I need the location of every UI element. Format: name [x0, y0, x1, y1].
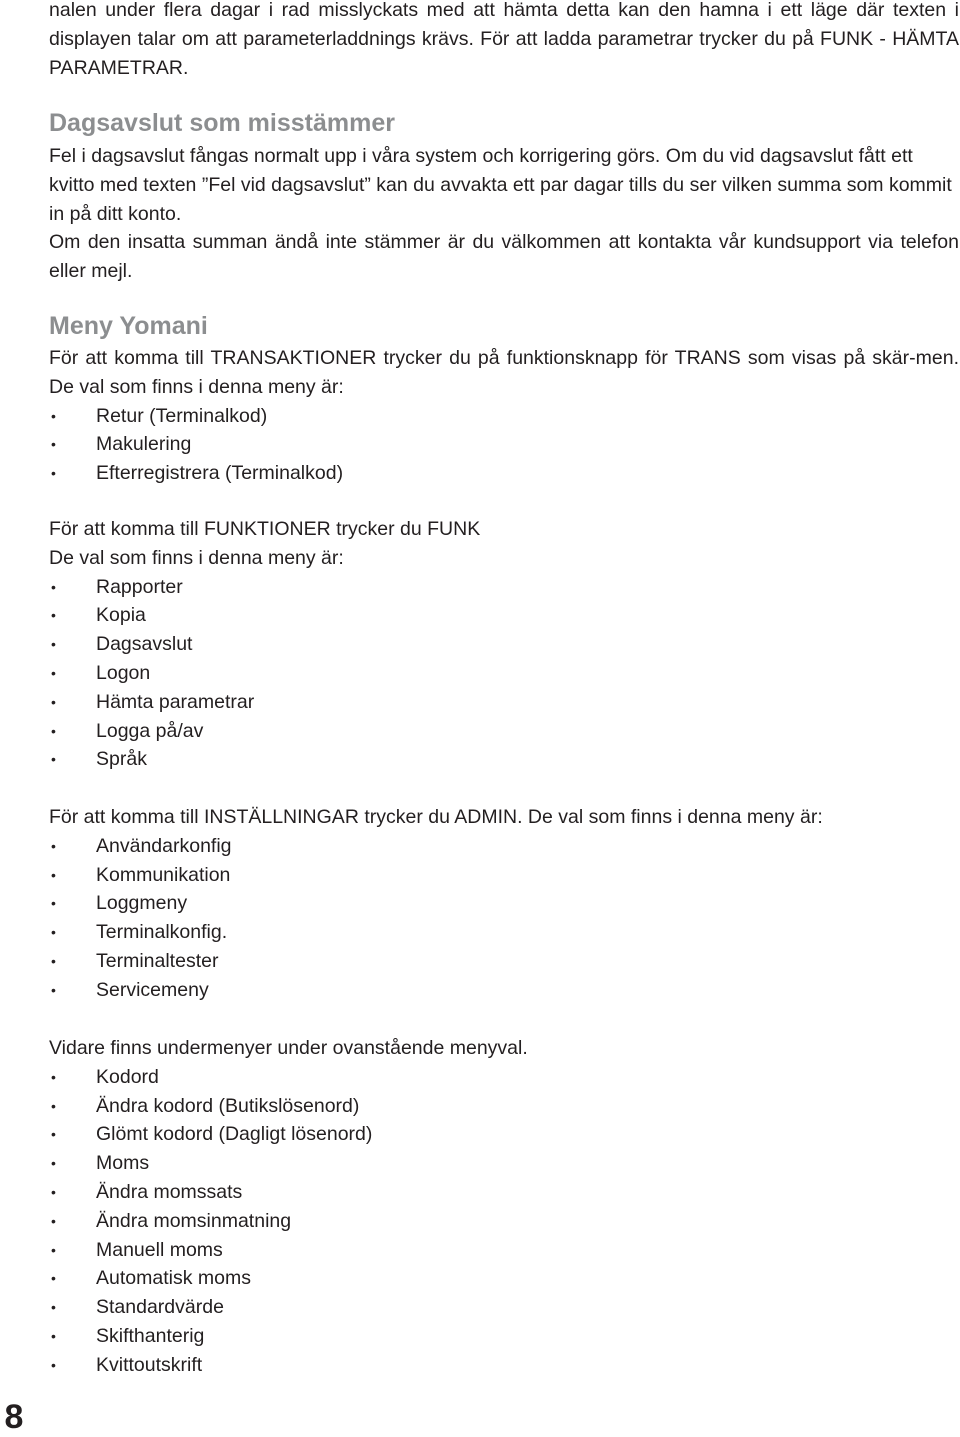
trans-menu-list — [49, 402, 959, 488]
trans-intro: För att komma till TRANSAKTIONER trycker du på funktionsknapp för TRANS som visas på skär-men. De val som finns i denna meny är: — [49, 347, 959, 398]
list-item: • Ändra momsinmatning — [49, 1207, 959, 1236]
list-item: • Kommunikation — [49, 861, 959, 890]
list-item: • Logon — [49, 659, 959, 688]
list-item: • Makulering — [49, 430, 959, 459]
dagsavslut-section — [49, 108, 959, 286]
list-item: • Logga på/av — [49, 717, 959, 746]
meny-section — [49, 311, 959, 488]
list-item: • Automatisk moms — [49, 1264, 959, 1293]
list-item: • Rapporter — [49, 573, 959, 602]
list-item: • Terminaltester — [49, 947, 959, 976]
section-heading-meny: Meny Yomani — [49, 312, 208, 340]
list-item: • Moms — [49, 1149, 959, 1178]
list-item: • Manuell moms — [49, 1236, 959, 1265]
list-item: • Efterregistrera (Terminalkod) — [49, 459, 959, 488]
list-item: • Skifthanterig — [49, 1322, 959, 1351]
list-item: • Retur (Terminalkod) — [49, 402, 959, 431]
admin-menu-list — [49, 832, 959, 1005]
funk-intro-1: För att komma till FUNKTIONER trycker du FUNK — [49, 518, 481, 540]
list-item: • Glömt kodord (Dagligt lösenord) — [49, 1120, 959, 1149]
list-item: • Ändra momssats — [49, 1178, 959, 1207]
dagsavslut-paragraph-2: Om den insatta summan ändå inte stämmer är du välkommen att kontakta vår kundsupport via telefon eller mejl. — [49, 231, 959, 283]
list-item: • Dagsavslut — [49, 630, 959, 659]
funk-menu-list — [49, 573, 959, 775]
intro-paragraph: nalen under flera dagar i rad misslyckats med att hämta detta kan den hamna i ett läge där texten i displayen talar om att parameterladdnings krävs. För att ladda parametrar trycker du på FUNK - HÄMTA PARAMETRAR. — [49, 0, 959, 79]
admin-intro: För att komma till INSTÄLLNINGAR trycker du ADMIN. De val som finns i denna meny är: — [49, 806, 823, 828]
list-item: • Språk — [49, 745, 959, 774]
list-item: • Standardvärde — [49, 1293, 959, 1322]
funk-intro-2: De val som finns i denna meny är: — [49, 546, 344, 569]
list-item: • Ändra kodord (Butikslösenord) — [49, 1092, 959, 1121]
list-item: • Användarkonfig — [49, 832, 959, 861]
list-item: • Loggmeny — [49, 889, 959, 918]
list-item: • Hämta parametrar — [49, 688, 959, 717]
list-item: • Kopia — [49, 601, 959, 630]
list-item: • Terminalkonfig. — [49, 918, 959, 947]
section-heading-dagsavslut: Dagsavslut som misstämmer — [49, 109, 395, 137]
page-number: 8 — [4, 1398, 24, 1436]
list-item: • Kodord — [49, 1063, 959, 1092]
submenu-list — [49, 1063, 959, 1380]
submenu-intro: Vidare finns undermenyer under ovanstående menyval. — [49, 1037, 528, 1059]
dagsavslut-paragraph-1: Fel i dagsavslut fångas normalt upp i våra system och korrigering görs. Om du vid dagsavslut fått ett kvitto med texten ”Fel vid dagsavslut” kan du avvakta ett par dagar tills du ser vilken summa som kommit in på ditt konto. — [49, 145, 952, 225]
list-item: • Servicemeny — [49, 976, 959, 1005]
submenu-section — [49, 1034, 959, 1380]
intro-section — [49, 0, 959, 82]
funk-section — [49, 515, 959, 774]
list-item: • Kvittoutskrift — [49, 1351, 959, 1380]
admin-section — [49, 803, 959, 1005]
